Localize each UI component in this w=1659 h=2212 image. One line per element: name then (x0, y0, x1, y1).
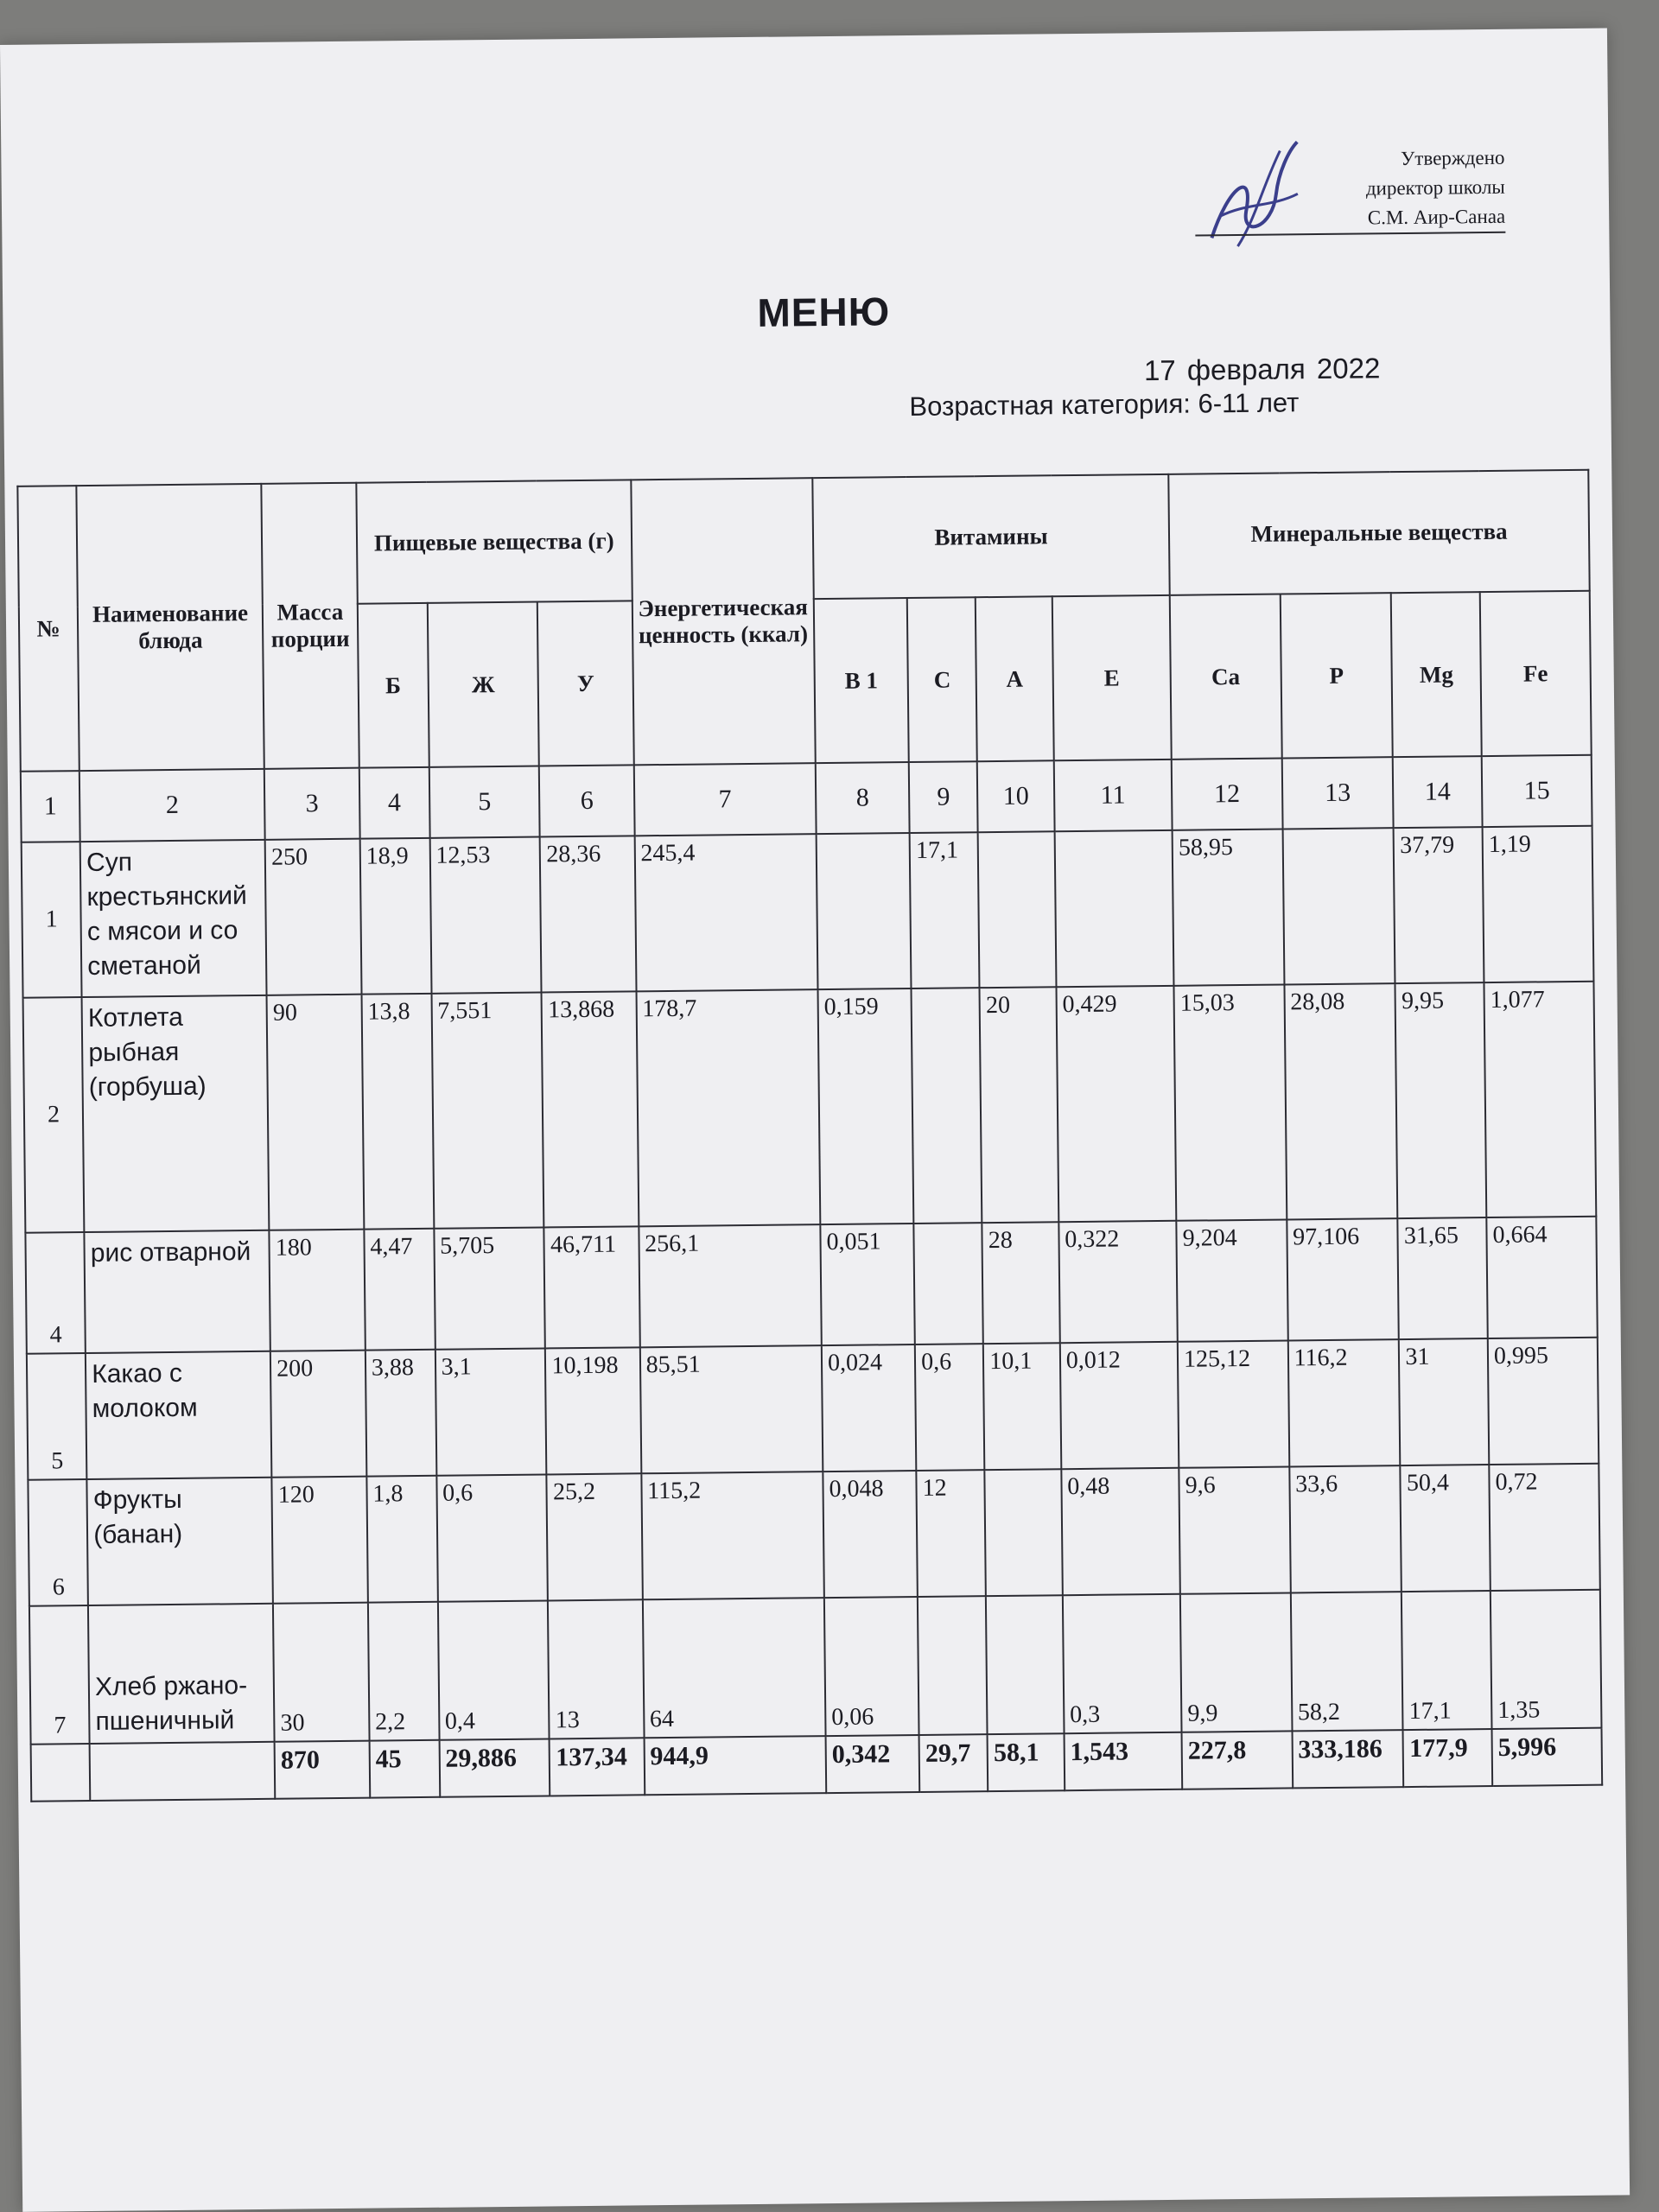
cell-c: 0,6 (915, 1344, 985, 1471)
row-index: 1 (22, 842, 82, 998)
header-fe: Fe (1480, 591, 1592, 756)
cell-mg: 31 (1399, 1338, 1489, 1465)
header-nutrients: Пищевые вещества (г) (356, 480, 632, 603)
cell-p: 116,2 (1287, 1339, 1400, 1466)
colnum-9: 9 (909, 761, 978, 833)
table-row (27, 1338, 1599, 1480)
total-empty-2 (90, 1742, 276, 1801)
cell-energy: 178,7 (636, 989, 820, 1226)
cell-b: 13,8 (361, 994, 434, 1230)
total-mass: 870 (275, 1741, 370, 1799)
cell-c (918, 1596, 988, 1735)
colnum-6: 6 (539, 765, 634, 836)
dish-name: Котлета рыбная (горбуша) (82, 995, 270, 1232)
cell-ca: 15,03 (1174, 984, 1287, 1220)
cell-ca: 125,12 (1178, 1340, 1289, 1467)
table-row (22, 826, 1594, 998)
cell-zh: 0,4 (437, 1600, 550, 1739)
cell-energy: 115,2 (641, 1471, 824, 1599)
cell-c: 12 (916, 1470, 986, 1597)
cell-mass: 30 (273, 1603, 369, 1742)
header-num: № (17, 486, 79, 772)
header-b1: В 1 (814, 598, 909, 763)
total-fe: 5,996 (1491, 1728, 1602, 1786)
cell-ca: 58,95 (1173, 830, 1284, 986)
cell-b1: 0,048 (823, 1471, 918, 1598)
header-e: Е (1052, 595, 1172, 760)
total-e: 1,543 (1064, 1732, 1182, 1790)
cell-energy: 256,1 (639, 1224, 822, 1347)
cell-u: 10,198 (545, 1347, 641, 1474)
total-mg: 177,9 (1403, 1729, 1492, 1787)
cell-fe: 1,19 (1483, 826, 1594, 982)
menu-date: 17 февраля 2022 (1143, 352, 1381, 387)
total-a: 58,1 (988, 1733, 1065, 1791)
table-row (28, 1464, 1599, 1606)
cell-zh: 12,53 (429, 837, 542, 994)
page-title: МЕНЮ (757, 289, 891, 335)
total-b: 45 (369, 1740, 439, 1798)
approval-line-3: С.М. Аир-Санаа (1195, 202, 1506, 237)
colnum-13: 13 (1281, 757, 1394, 829)
cell-u: 13 (548, 1599, 644, 1738)
cell-energy: 245,4 (634, 834, 817, 991)
cell-ca: 9,9 (1180, 1592, 1292, 1732)
header-name: Наименование блюда (77, 484, 264, 771)
cell-e: 0,48 (1061, 1468, 1180, 1595)
dish-name: рис отварной (85, 1230, 270, 1353)
cell-a: 28 (982, 1222, 1060, 1344)
cell-c: 17,1 (910, 832, 980, 988)
cell-e: 0,012 (1060, 1342, 1179, 1469)
cell-a: 20 (980, 987, 1058, 1223)
total-ca: 227,8 (1182, 1731, 1293, 1789)
table-row (25, 1217, 1597, 1354)
cell-u: 25,2 (547, 1473, 643, 1600)
cell-a: 10,1 (983, 1343, 1061, 1470)
header-ca: Са (1170, 594, 1281, 760)
colnum-1: 1 (21, 771, 80, 842)
colnum-4: 4 (359, 767, 430, 839)
cell-p: 97,106 (1287, 1218, 1399, 1340)
total-p: 333,186 (1292, 1730, 1403, 1788)
cell-e (1054, 830, 1173, 987)
cell-zh: 0,6 (436, 1474, 548, 1601)
approval-line-1: Утверждено (1400, 146, 1505, 170)
cell-e: 0,429 (1056, 986, 1176, 1222)
cell-mg: 9,95 (1395, 982, 1486, 1218)
cell-mass: 250 (265, 839, 362, 995)
colnum-3: 3 (264, 768, 360, 840)
colnum-15: 15 (1482, 755, 1592, 827)
cell-zh: 3,1 (435, 1348, 546, 1475)
row-index: 5 (27, 1353, 87, 1480)
dish-name: Хлеб ржано-пшеничный (88, 1604, 275, 1744)
cell-a (986, 1595, 1064, 1734)
cell-mass: 90 (267, 995, 364, 1230)
cell-b: 3,88 (365, 1350, 436, 1477)
colnum-2: 2 (79, 769, 265, 842)
dish-name: Фрукты (банан) (87, 1478, 274, 1605)
cell-fe: 0,664 (1486, 1217, 1597, 1338)
colnum-8: 8 (816, 762, 910, 834)
cell-mg: 50,4 (1401, 1465, 1491, 1592)
colnum-11: 11 (1054, 760, 1173, 831)
cell-u: 46,711 (544, 1226, 640, 1348)
colnum-12: 12 (1172, 759, 1282, 830)
header-c: С (907, 597, 977, 762)
dish-name: Суп крестьянский с мясои и со сметаной (80, 840, 267, 997)
menu-table (16, 469, 1603, 1802)
header-row-1 (17, 470, 1589, 607)
cell-ca: 9,6 (1179, 1466, 1290, 1593)
cell-c (913, 1223, 983, 1344)
cell-b1: 0,06 (824, 1597, 919, 1736)
row-index: 2 (23, 997, 85, 1233)
cell-mg: 31,65 (1398, 1217, 1488, 1339)
total-b1: 0,342 (826, 1735, 920, 1793)
total-c: 29,7 (919, 1734, 988, 1792)
cell-a (985, 1469, 1063, 1596)
approval-block (1141, 143, 1505, 237)
colnum-5: 5 (429, 766, 540, 838)
cell-b: 18,9 (359, 838, 431, 995)
header-energy: Энергетическая ценность (ккал) (631, 478, 816, 765)
header-p: Р (1280, 593, 1393, 758)
header-mg: Mg (1391, 592, 1482, 757)
dish-name: Какао с молоком (86, 1351, 272, 1479)
cell-u: 13,868 (542, 991, 639, 1227)
cell-zh: 7,551 (431, 992, 544, 1228)
row-index: 6 (28, 1479, 88, 1606)
header-u: У (537, 601, 633, 766)
total-zh: 29,886 (439, 1738, 550, 1796)
cell-fe: 1,077 (1484, 982, 1596, 1217)
cell-energy: 85,51 (639, 1345, 823, 1473)
cell-b1: 0,159 (817, 988, 913, 1224)
cell-energy: 64 (642, 1598, 825, 1738)
colnum-7: 7 (633, 763, 816, 836)
header-a: А (976, 596, 1053, 761)
cell-b: 1,8 (366, 1476, 437, 1603)
colnum-10: 10 (977, 760, 1054, 832)
cell-b1: 0,051 (820, 1224, 915, 1345)
cell-p (1282, 828, 1395, 984)
cell-mass: 200 (270, 1351, 366, 1478)
cell-u: 28,36 (540, 836, 636, 992)
cell-c (912, 988, 982, 1224)
cell-zh: 5,705 (434, 1227, 545, 1349)
table-row (23, 982, 1597, 1233)
row-index: 4 (25, 1232, 86, 1354)
cell-p: 58,2 (1290, 1592, 1402, 1731)
header-mass: Масса порции (261, 483, 359, 769)
approval-line-2: директор школы (1365, 175, 1505, 200)
header-b: Б (358, 603, 429, 768)
header-vitamins: Витамины (812, 474, 1170, 599)
cell-p: 33,6 (1289, 1465, 1402, 1592)
cell-b1 (817, 833, 912, 989)
cell-e: 0,3 (1063, 1594, 1182, 1733)
total-u: 137,34 (550, 1738, 645, 1796)
cell-b1: 0,024 (822, 1344, 917, 1471)
cell-a (978, 831, 1056, 988)
header-minerals: Минеральные вещества (1168, 470, 1589, 595)
cell-mg: 37,79 (1394, 827, 1484, 983)
cell-mass: 180 (270, 1230, 365, 1351)
cell-p: 28,08 (1284, 983, 1398, 1219)
row-index: 7 (29, 1605, 90, 1745)
header-zh: Ж (427, 602, 539, 767)
table-row (29, 1590, 1602, 1745)
cell-fe: 1,35 (1491, 1590, 1602, 1729)
cell-e: 0,322 (1058, 1221, 1178, 1343)
cell-ca: 9,204 (1176, 1219, 1287, 1341)
cell-mass: 120 (272, 1477, 368, 1604)
document-page (0, 29, 1630, 2212)
cell-fe: 0,72 (1489, 1464, 1600, 1591)
cell-mg: 17,1 (1402, 1591, 1491, 1730)
cell-b: 4,47 (364, 1229, 435, 1351)
cell-fe: 0,995 (1488, 1338, 1599, 1465)
age-category: Возрастная категория: 6-11 лет (909, 387, 1300, 423)
total-energy: 944,9 (644, 1736, 826, 1795)
total-empty-1 (31, 1744, 91, 1802)
colnum-14: 14 (1393, 756, 1482, 828)
cell-b: 2,2 (368, 1602, 439, 1741)
